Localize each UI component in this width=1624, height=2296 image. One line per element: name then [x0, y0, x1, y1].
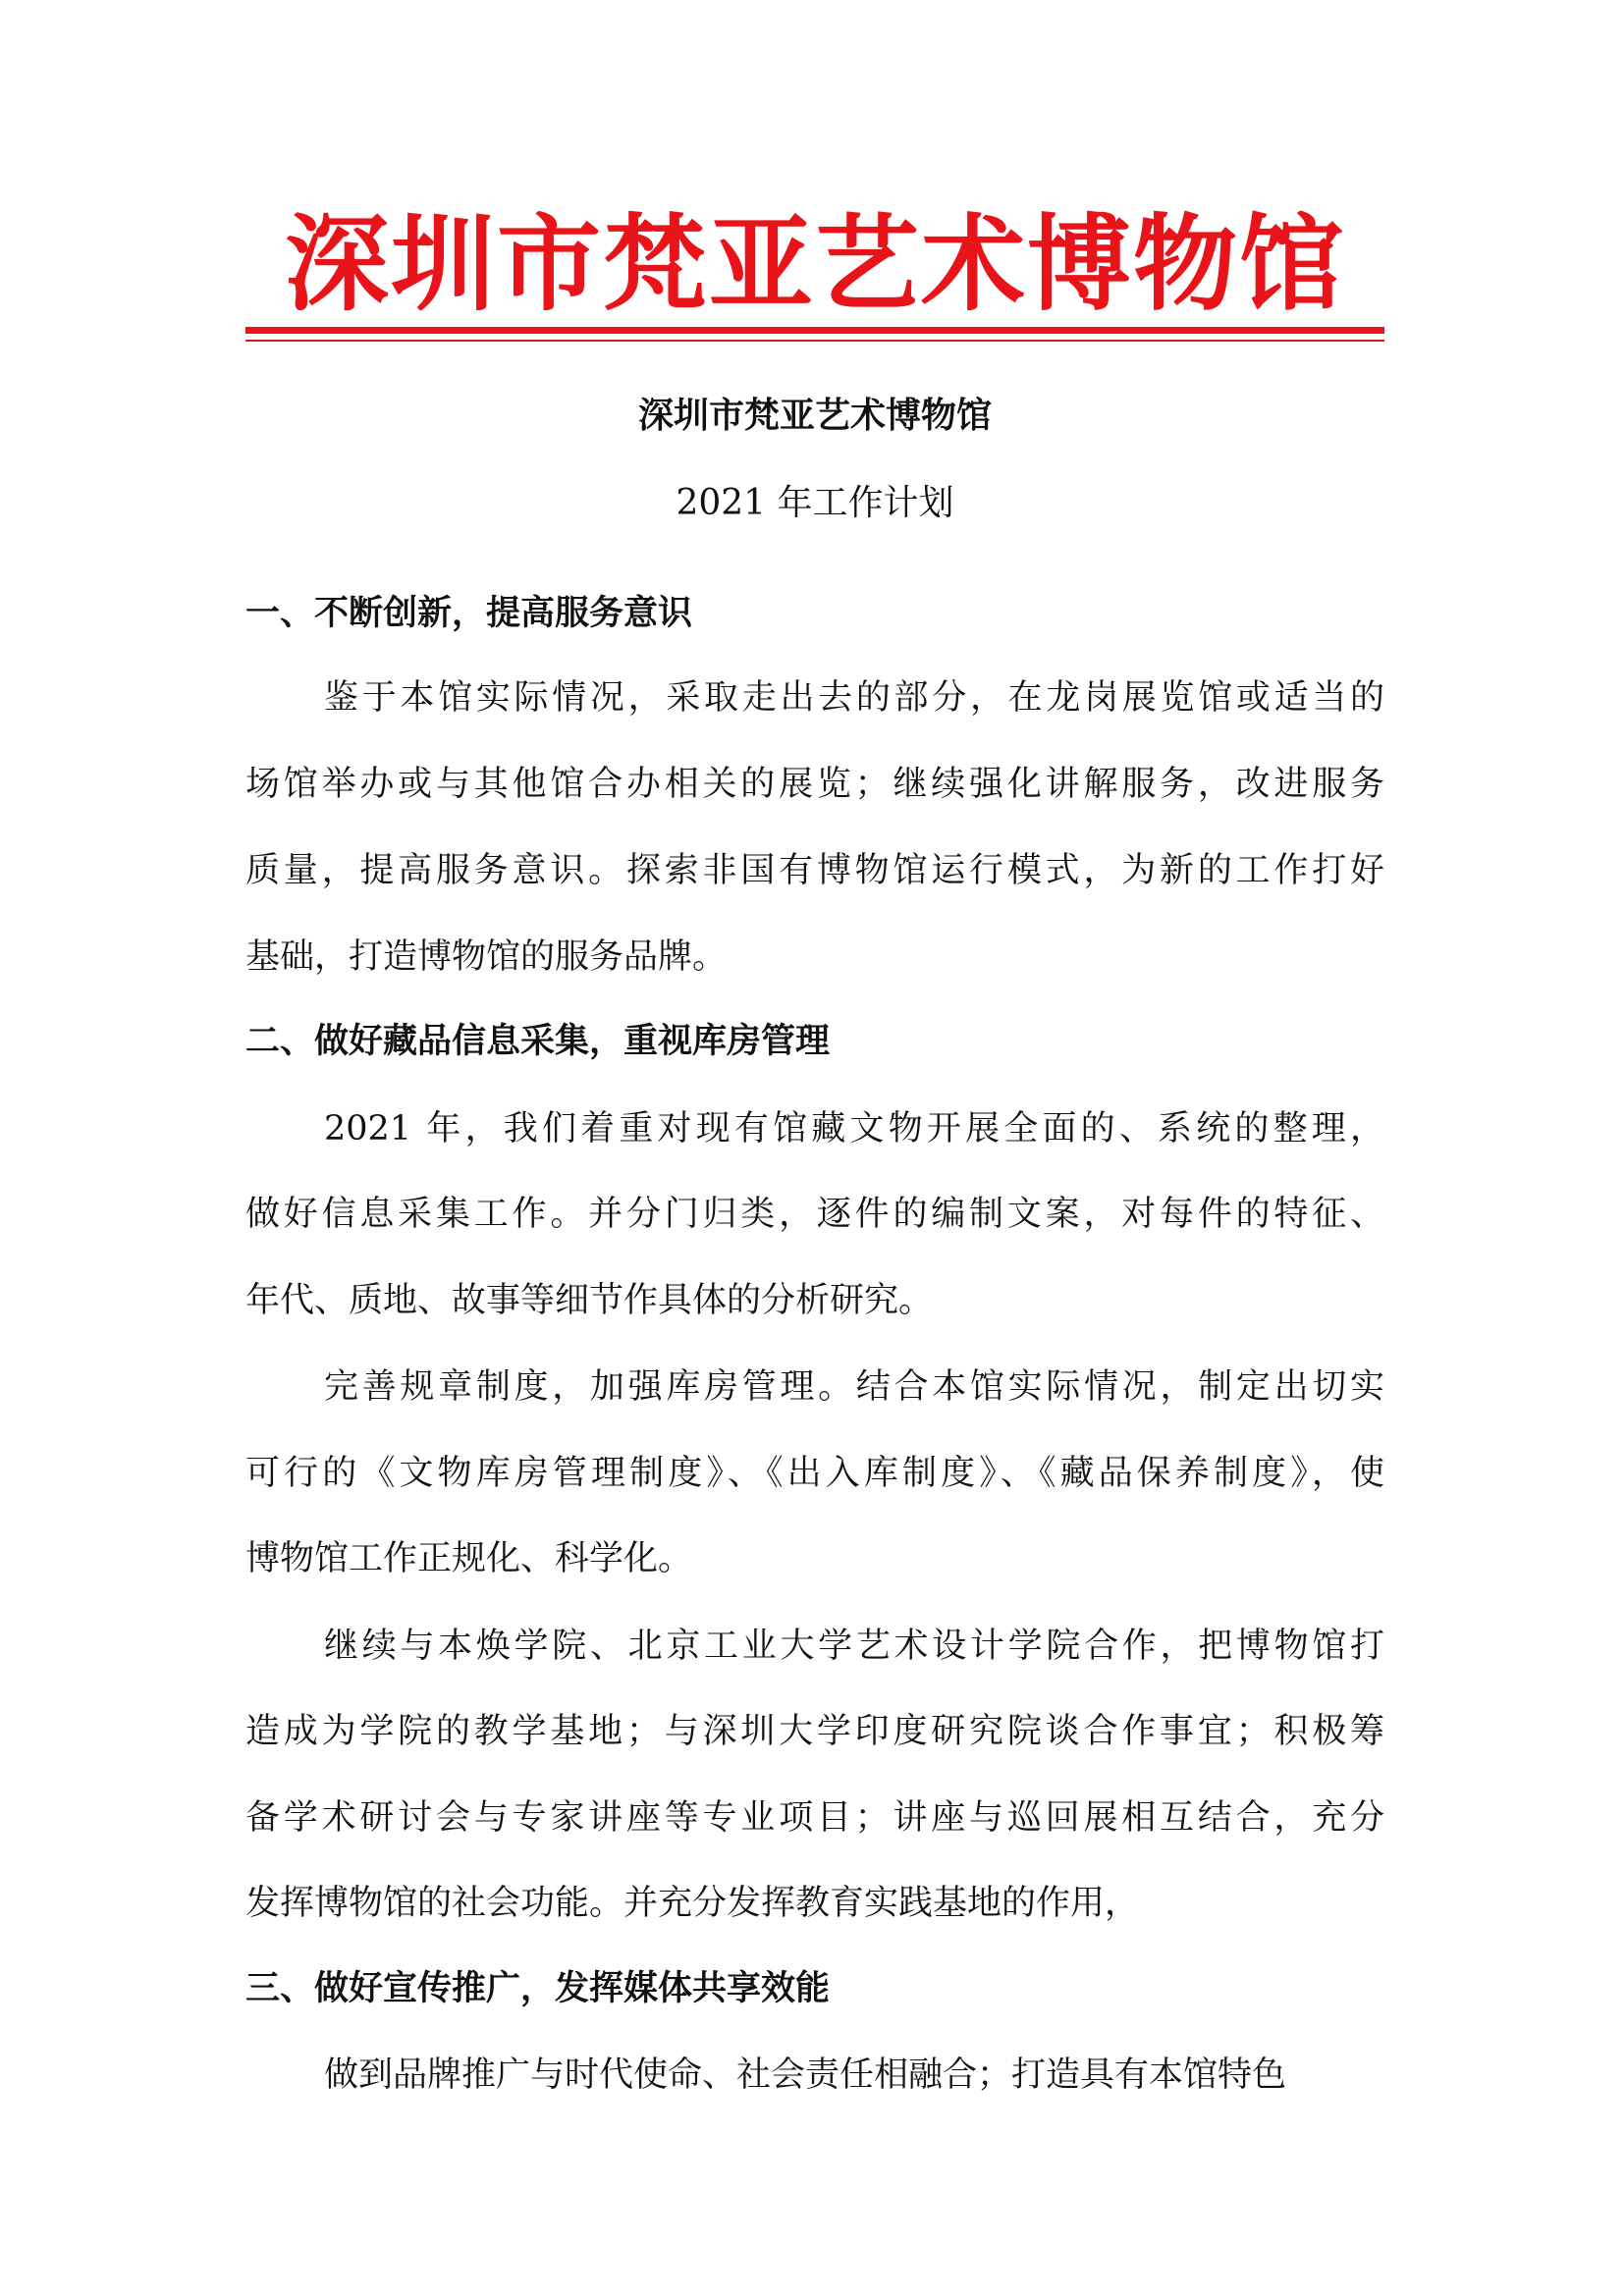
paragraph-line: 质量，提高服务意识。探索非国有博物馆运行模式，为新的工作打好	[245, 851, 1384, 890]
paragraph-line: 场馆举办或与其他馆合办相关的展览；继续强化讲解服务，改进服务	[245, 765, 1384, 804]
paragraph-line: 发挥博物馆的社会功能。并充分发挥教育实践基地的作用，	[245, 1884, 1140, 1923]
section-heading: 一、不断创新，提高服务意识	[245, 594, 693, 633]
paragraph-line: 年代、质地、故事等细节作具体的分析研究。	[245, 1281, 934, 1320]
section-heading: 三、做好宣传推广，发挥媒体共享效能	[245, 1969, 831, 2008]
paragraph-line: 做到品牌推广与时代使命、社会责任相融合；打造具有本馆特色	[324, 2056, 1287, 2095]
paragraph-line: 博物馆工作正规化、科学化。	[245, 1539, 693, 1578]
section-heading: 二、做好藏品信息采集，重视库房管理	[245, 1022, 831, 1061]
paragraph-line: 继续与本焕学院、北京工业大学艺术设计学院合作，把博物馆打	[324, 1627, 1384, 1666]
paragraph-line: 可行的《文物库房管理制度》、《出入库制度》、《藏品保养制度》，使	[245, 1454, 1384, 1493]
paragraph-line: 基础，打造博物馆的服务品牌。	[245, 937, 728, 977]
paragraph-line: 鉴于本馆实际情况，采取走出去的部分，在龙岗展览馆或适当的	[324, 678, 1384, 718]
paragraph-line: 完善规章制度，加强库房管理。结合本馆实际情况，制定出切实	[324, 1367, 1384, 1407]
paragraph-line: 做好信息采集工作。并分门归类，逐件的编制文案，对每件的特征、	[245, 1195, 1384, 1234]
paragraph-line: 造成为学院的教学基地；与深圳大学印度研究院谈合作事宜；积极筹	[245, 1712, 1384, 1751]
document-title: 深圳市梵亚艺术博物馆	[637, 395, 992, 436]
paragraph-line: 备学术研讨会与专家讲座等专业项目；讲座与巡回展相互结合，充分	[245, 1798, 1384, 1838]
letterhead-rule-thin	[245, 340, 1384, 342]
letterhead-rule-thick	[245, 327, 1384, 334]
document-subtitle: 2021 年工作计划	[676, 483, 954, 523]
paragraph-line: 2021 年，我们着重对现有馆藏文物开展全面的、系统的整理，	[324, 1109, 1384, 1148]
letterhead-title: 深圳市梵亚艺术博物馆	[285, 204, 1345, 325]
